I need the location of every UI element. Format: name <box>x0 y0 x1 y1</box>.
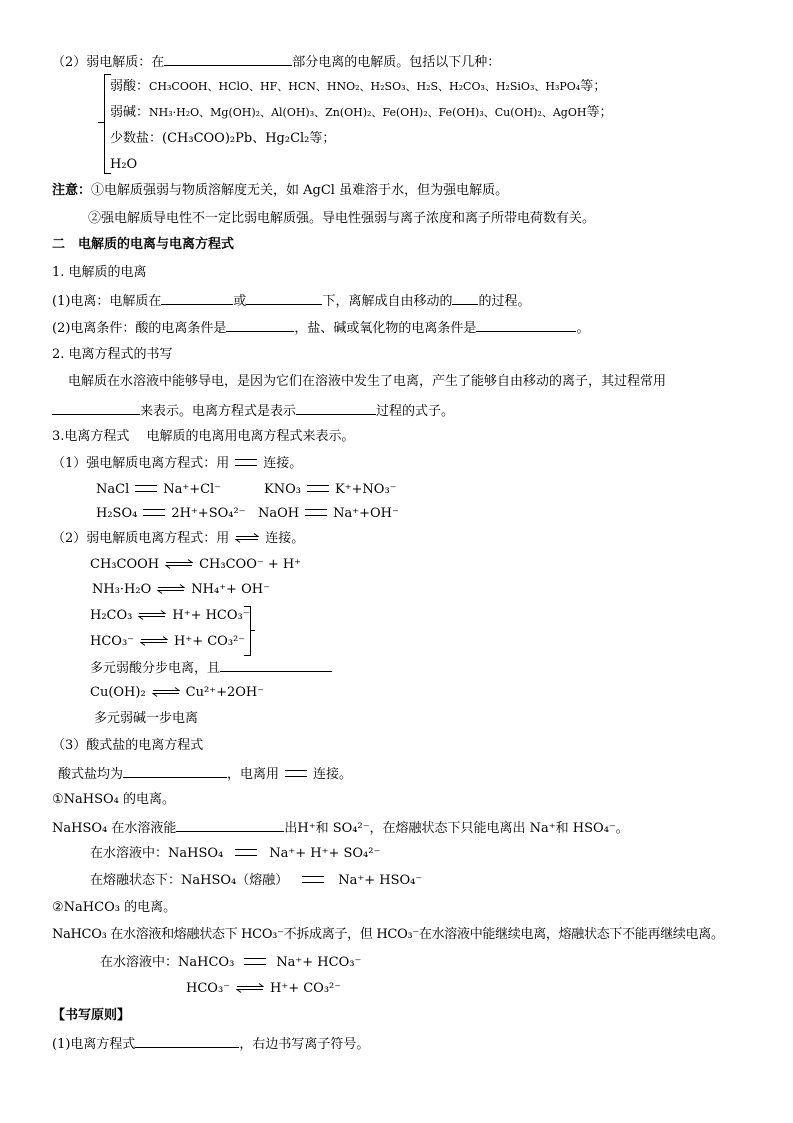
blank <box>161 291 233 305</box>
reversible-arrow-icon <box>235 533 259 543</box>
blank <box>123 764 227 778</box>
weak-eq-3: H₂CO₃ H⁺+ HCO₃⁻ <box>90 608 250 623</box>
equals-sign-icon <box>135 485 157 492</box>
blank <box>452 291 478 305</box>
strong-eq-2: KNO₃ K⁺+NO₃⁻ <box>264 482 397 497</box>
note-line-2: ②强电解质导电性不一定比弱电解质强。导电性强弱与离子浓度和离子所带电荷数有关。 <box>88 211 596 226</box>
nahco3-aq-eq: 在水溶液中：NaHCO₃ Na⁺+ HCO₃⁻ <box>100 955 362 970</box>
strong-eq-1: NaCl Na⁺+Cl⁻ <box>96 482 222 497</box>
nahso4-aq-eq: 在水溶液中：NaHSO₄ Na⁺+ H⁺+ SO₄²⁻ <box>90 846 381 861</box>
paragraph-line-2: 来表示。电离方程式是表示 过程的式子。 <box>52 401 454 421</box>
polybase-line: 多元弱碱一步电离 <box>94 711 199 726</box>
blank <box>226 318 294 332</box>
weak-intro: （2）弱电解质：在 部分电离的电解质。包括以下几种： <box>52 52 500 72</box>
blank <box>164 52 292 66</box>
principle-line: (1)电离方程式 ，右边书写离子符号。 <box>52 1034 369 1054</box>
equals-sign-icon <box>244 958 266 965</box>
strong-eq-3: H₂SO₄ 2H⁺+SO₄²⁻ <box>96 506 246 521</box>
hco3-eq: HCO₃⁻ H⁺+ CO₃²⁻ <box>186 981 342 996</box>
sub-heading-3: 3.电离方程式 电解质的电离用电离方程式来表示。 <box>52 429 355 444</box>
equals-sign-icon <box>235 459 257 466</box>
paragraph-line-1: 电解质在水溶液中能够导电，是因为它们在溶液中发生了电离，产生了能够自由移动的离子，其过程常用 <box>68 374 667 389</box>
blank <box>135 1034 239 1048</box>
note-line-1: 注意：①电解质强弱与物质溶解度无关，如 AgCl 虽难溶于水，但为强电解质。 <box>52 183 509 198</box>
sub-heading-2: 2. 电离方程式的书写 <box>52 347 173 362</box>
right-brace <box>244 606 251 656</box>
equals-sign-icon <box>235 849 257 856</box>
weak-eq-2: NH₃·H₂O NH₄⁺+ OH⁻ <box>92 582 270 597</box>
section-heading: 二 电解质的电离与电离方程式 <box>52 237 235 252</box>
acid-salt-heading: （3）酸式盐的电离方程式 <box>52 738 204 753</box>
blank <box>220 658 332 672</box>
weak-eq-4: HCO₃⁻ H⁺+ CO₃²⁻ <box>90 634 246 649</box>
blank <box>296 401 376 415</box>
polyacid-line: 多元弱酸分步电离，且 <box>90 658 332 678</box>
reversible-arrow-icon <box>165 559 193 569</box>
weak-eq-intro: （2）弱电解质电离方程式：用 连接。 <box>52 531 305 546</box>
reversible-arrow-icon <box>152 687 180 697</box>
left-brace-tick <box>98 122 104 123</box>
equals-sign-icon <box>285 770 307 777</box>
strong-eq-4: NaOH Na⁺+OH⁻ <box>258 506 399 521</box>
blank <box>52 401 140 415</box>
blank <box>176 818 284 832</box>
blank <box>246 291 322 305</box>
nahso4-desc: NaHSO₄ 在水溶液能 出H⁺和 SO₄²⁻，在熔融状态下只能电离出 Na⁺和 HSO₄⁻。 <box>52 818 629 838</box>
weak-eq-cu: Cu(OH)₂ Cu²⁺+2OH⁻ <box>90 685 265 700</box>
nahco3-desc: NaHCO₃ 在水溶液和熔融状态下 HCO₃⁻不拆成离子，但 HCO₃⁻在水溶液中能继续电离，熔融状态下不能再继续电离。 <box>52 927 724 942</box>
equals-sign-icon <box>302 876 324 883</box>
weak-salt-line: 少数盐：(CH₃COO)₂Pb、Hg₂Cl₂等； <box>110 131 336 146</box>
weak-eq-1: CH₃COOH CH₃COO⁻ + H⁺ <box>90 557 302 572</box>
equals-sign-icon <box>143 509 165 516</box>
nahco3-title: ②NaHCO₃ 的电离。 <box>52 900 177 915</box>
acid-salt-line: 酸式盐均为 ，电离用 连接。 <box>58 764 352 784</box>
reversible-arrow-icon <box>157 584 185 594</box>
reversible-arrow-icon <box>140 636 168 646</box>
weak-water: H₂O <box>110 157 138 172</box>
equals-sign-icon <box>307 485 329 492</box>
nahso4-melt-eq: 在熔融状态下：NaHSO₄（熔融） Na⁺+ HSO₄⁻ <box>90 873 423 888</box>
nahso4-title: ①NaHSO₄ 的电离。 <box>52 792 176 807</box>
principle-heading: 【书写原则】 <box>52 1008 131 1023</box>
reversible-arrow-icon <box>236 983 264 993</box>
weak-acid-line: 弱酸：CH₃COOH、HClO、HF、HCN、HNO₂、H₂SO₃、H₂S、H₂CO₃、H₂SiO₃、H₃PO₄等； <box>110 79 607 94</box>
weak-base-line: 弱碱：NH₃·H₂O、Mg(OH)₂、Al(OH)₃、Zn(OH)₂、Fe(OH)₂、Fe(OH)₃、Cu(OH)₂、AgOH等； <box>110 105 613 120</box>
equals-sign-icon <box>305 509 327 516</box>
condition-line: (2)电离条件：酸的电离条件是 ，盐、碱或氧化物的电离条件是 。 <box>52 318 589 338</box>
ionization-line: (1)电离：电解质在 或 下，离解成自由移动的 的过程。 <box>52 291 530 311</box>
reversible-arrow-icon <box>138 610 166 620</box>
blank <box>476 318 576 332</box>
right-brace-tick <box>250 630 255 631</box>
sub-heading-1: 1. 电解质的电离 <box>52 265 147 280</box>
strong-intro: （1）强电解质电离方程式：用 连接。 <box>52 456 303 471</box>
